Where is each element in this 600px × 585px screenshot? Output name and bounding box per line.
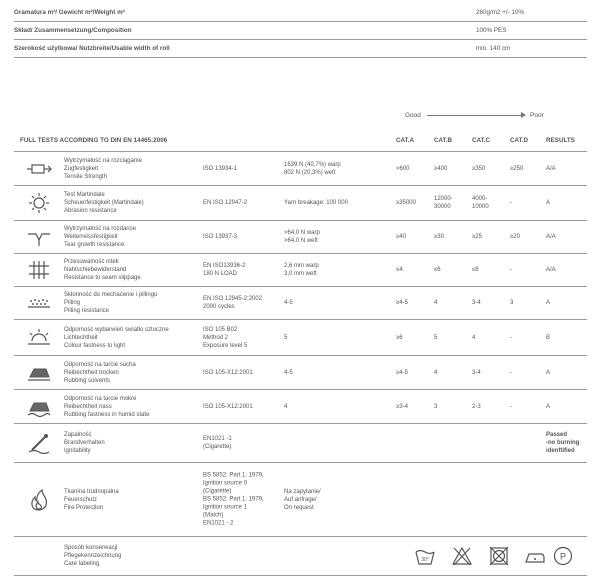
test-names-line: Wytrzymałość na rozciąganie — [64, 157, 142, 164]
test-names-line: Resistance to seam slippage — [64, 275, 141, 282]
test-result-line: Na zapytanie/ — [284, 488, 321, 495]
seam-slippage-icon — [26, 259, 52, 281]
final-result — [546, 368, 550, 376]
test-row — [14, 221, 587, 254]
test-result — [284, 333, 287, 341]
test-names-line: Tkanina trudnopalna — [64, 488, 119, 495]
tests-header — [14, 133, 587, 152]
test-names-line: Tensile Strength — [64, 173, 108, 180]
standard-line: (Cigarette) — [203, 444, 232, 450]
cat-d-value-line: ≥250 — [510, 165, 524, 172]
weight-label: Gramatura m²/ Gewicht m²/Weight m² — [14, 9, 125, 16]
final-result-line: A — [546, 299, 551, 306]
test-result-line: Auf anfrage/ — [284, 496, 317, 503]
cat-b-value — [434, 299, 437, 307]
width-value: min. 140 cm — [476, 45, 511, 52]
cat-c-value-line: ≥350 — [472, 165, 486, 172]
test-names-line: Brandverhalten — [64, 439, 105, 446]
test-names-line: Lichtechtheit — [64, 334, 98, 341]
standard — [203, 325, 247, 349]
cat-c-value-line: 4 — [472, 334, 476, 341]
test-row — [14, 254, 587, 287]
standard-line: ISO 13934-1 — [203, 165, 238, 172]
width-row — [14, 40, 587, 58]
test-names-line: Przesuwalność nitek — [64, 258, 119, 265]
test-names-line: Rubbing solvents — [64, 377, 111, 384]
final-result-line: A/A — [546, 266, 556, 273]
cat-c-value — [472, 299, 481, 307]
cat-c-value-line: 2-3 — [472, 403, 481, 410]
cat-d-header: CAT.D — [510, 137, 529, 144]
svg-text:30°: 30° — [421, 557, 429, 563]
final-result-line: A — [546, 403, 551, 410]
final-result-line: A/A — [546, 233, 556, 240]
cat-c-value-line: ≥25 — [472, 233, 482, 240]
cat-b-value-line: 3 — [434, 403, 438, 410]
cat-a-value — [396, 233, 406, 241]
test-names-line: Sposób konserwacji — [64, 544, 118, 551]
test-result — [284, 229, 320, 245]
abrasion-icon — [26, 192, 52, 214]
final-result-line: A — [546, 199, 551, 206]
test-names-line: Ignitability — [64, 448, 91, 455]
test-row — [14, 287, 587, 320]
results-header: RESULTS — [546, 137, 575, 144]
test-result-line: 4 — [284, 403, 288, 410]
standard-line: Ignition source 0 — [203, 480, 248, 487]
test-result-line: 3,0 mm weft — [284, 271, 317, 277]
cat-b-value — [434, 233, 444, 241]
test-result-line: >64,0 N warp — [284, 229, 320, 236]
weight-row — [14, 4, 587, 22]
test-names — [64, 156, 142, 180]
test-names-line: Reibechtheit nass — [64, 403, 112, 410]
test-row — [14, 390, 587, 424]
cat-a-header: CAT.A — [396, 137, 415, 144]
final-result-line: B — [546, 334, 551, 341]
scale-arrowhead — [521, 112, 526, 118]
test-result — [284, 262, 319, 278]
test-row — [14, 152, 587, 186]
test-names-line: Colour fastness to light — [64, 342, 126, 349]
cat-b-value-line: 12000- — [434, 195, 453, 202]
final-result — [546, 299, 550, 307]
final-result-line: A/A — [546, 165, 556, 172]
standard-line: (Cigarette) — [203, 488, 232, 495]
scale-good-label: Good — [405, 112, 421, 119]
cat-d-value — [510, 199, 512, 207]
cat-b-value — [434, 333, 437, 341]
cat-b-header: CAT.B — [434, 137, 453, 144]
cat-b-value — [434, 368, 437, 376]
test-names-line: Odporność na tarcie sucha — [64, 361, 136, 368]
standard — [203, 233, 237, 241]
cat-a-value-line: ≥40 — [396, 233, 406, 240]
final-result — [546, 266, 556, 274]
test-names — [64, 487, 119, 511]
test-result — [284, 160, 341, 176]
standard-line: EN ISO 12947-2 — [203, 199, 248, 206]
cat-d-value-line: - — [510, 334, 512, 341]
cat-b-value-line: 4 — [434, 299, 438, 306]
cat-a-value-line: >600 — [396, 165, 410, 172]
test-names — [64, 360, 136, 384]
cat-d-value — [510, 333, 512, 341]
standard-line: Exposure level 5 — [203, 342, 248, 349]
test-names-line: Fire Protection — [64, 504, 104, 511]
test-names-line: Tear growth resistance — [64, 242, 125, 249]
cat-d-value — [510, 402, 512, 410]
cat-c-value-line: 3-4 — [472, 299, 481, 306]
test-names-line: Scheuerfestigkeit (Martindale) — [64, 199, 144, 206]
cat-c-value — [472, 368, 481, 376]
cat-a-value-line: ≥6 — [396, 334, 403, 341]
test-names — [64, 225, 136, 249]
test-names — [64, 291, 157, 315]
cat-c-value — [472, 266, 479, 274]
standard-line: Ignition source 1 — [203, 504, 248, 511]
standard-line: EN ISO13936-2 — [203, 262, 246, 269]
final-result — [546, 199, 550, 207]
cat-d-value-line: - — [510, 369, 512, 376]
test-names-line: Abrasion resistance — [64, 208, 117, 215]
test-names-line: Care labeling — [64, 561, 100, 568]
properties-table — [14, 4, 587, 58]
cat-d-value-line: - — [510, 403, 512, 410]
cat-a-value — [396, 164, 410, 172]
standard — [203, 164, 237, 172]
cat-a-value-line: ≥4-5 — [396, 369, 408, 376]
composition-value: 100% PES — [476, 27, 507, 34]
cat-d-value-line: 3 — [510, 299, 514, 306]
standard — [203, 295, 262, 311]
test-row — [14, 537, 587, 576]
cat-a-value-line: ≤4 — [396, 266, 403, 273]
cat-b-value — [434, 402, 437, 410]
cat-a-value-line: ≥4-5 — [396, 299, 408, 306]
cat-c-header: CAT.C — [472, 137, 491, 144]
fire-protection-icon — [26, 489, 52, 511]
test-names-line: Skłonność do mechacenie i pillingu — [64, 291, 158, 298]
test-row — [14, 424, 587, 463]
test-result-line: On request — [284, 504, 314, 511]
final-result — [546, 233, 556, 241]
test-result — [284, 402, 287, 410]
cat-d-value — [510, 299, 513, 307]
composition-label: Skład/ Zusammensetzung/Composition — [14, 27, 132, 34]
test-names — [64, 544, 121, 568]
cat-b-value — [434, 164, 447, 172]
cat-c-value-line: 3-4 — [472, 369, 481, 376]
scale-poor-label: Poor — [530, 112, 544, 119]
final-result — [546, 333, 550, 341]
cat-b-value-line: 4 — [434, 369, 438, 376]
test-result-line: 1639 N (40,7%) warp — [284, 161, 341, 168]
test-result-line: 4-5 — [284, 299, 293, 306]
standard — [203, 368, 253, 376]
test-names — [64, 191, 144, 215]
cat-a-value — [396, 368, 408, 376]
standard-line: 2000 cycles — [203, 304, 235, 310]
pilling-icon — [26, 292, 52, 314]
svg-text:P: P — [559, 551, 567, 562]
cat-b-value-line: ≥30 — [434, 233, 444, 240]
rubbing-wet-icon — [26, 396, 52, 418]
cat-c-value — [472, 233, 482, 241]
composition-row — [14, 22, 587, 40]
tests-title: FULL TESTS ACCORDING TO DIN EN 14465:2006 — [20, 137, 168, 144]
cat-c-value-line: 10000 — [472, 204, 489, 210]
rubbing-solvent-icon — [26, 362, 52, 384]
cat-c-value — [472, 333, 475, 341]
test-names-line: Zapalność — [64, 431, 92, 438]
final-result — [546, 164, 556, 172]
cat-c-value-line: 4000- — [472, 195, 488, 202]
no-tumble-dry-icon — [488, 545, 510, 567]
final-result — [546, 431, 579, 455]
lightfastness-icon — [26, 327, 52, 349]
standard — [203, 262, 245, 278]
standard-line: (Match) — [203, 512, 224, 519]
standard — [203, 435, 232, 451]
cat-d-value-line: - — [510, 266, 512, 273]
standard-line: Method 2 — [203, 334, 229, 341]
test-names-line: Weiterreissfestigkeit — [64, 233, 118, 240]
final-result — [546, 402, 550, 410]
standard — [203, 199, 247, 207]
wash-30-icon — [414, 545, 436, 567]
test-names-line: Zugfestigkeit — [64, 165, 99, 172]
final-result-line: idenftified — [546, 448, 575, 455]
cat-d-value — [510, 266, 512, 274]
dry-clean-p-icon — [552, 545, 574, 567]
cat-b-value — [434, 266, 441, 274]
test-result — [284, 199, 348, 207]
no-bleach-icon — [451, 545, 473, 567]
cat-d-value — [510, 233, 520, 241]
test-result — [284, 368, 293, 376]
test-names-line: Odporność wybarwień światło sztuczne — [64, 326, 169, 333]
standard-line: EN1021 - 2 — [203, 520, 234, 527]
tear-icon — [26, 226, 52, 248]
standard — [203, 471, 264, 528]
test-names-line: Nahtschiebewiderstand — [64, 266, 127, 273]
test-result-line: Yarn breakage: 100 000 — [284, 199, 348, 206]
cat-c-value — [472, 164, 485, 172]
cat-d-value-line: ≥20 — [510, 233, 520, 240]
weight-value: 260g/m2 +/- 10% — [476, 9, 525, 16]
tests-table — [14, 152, 587, 576]
standard-line: EN ISO 12945-2:2002 — [203, 295, 263, 302]
test-names-line: Test Martindale — [64, 191, 105, 198]
test-result-line: 802 N (20,3%) weft — [284, 169, 336, 176]
cat-a-value — [396, 333, 403, 341]
test-names — [64, 431, 105, 455]
cat-d-value — [510, 368, 512, 376]
scale-arrow — [427, 115, 522, 116]
standard-line: ISO 105-X12:2001 — [203, 369, 253, 376]
test-result-line: 2,6 mm warp — [284, 262, 319, 269]
test-row — [14, 356, 587, 390]
test-result — [284, 487, 321, 511]
cat-a-value — [396, 299, 408, 307]
test-names-line: Odporność na tarcie mokre — [64, 395, 137, 402]
cat-d-value-line: - — [510, 199, 512, 206]
standard-line: ISO 105-X12:2001 — [203, 403, 253, 410]
final-result-line: -no burning — [546, 439, 580, 446]
standard-line: EN1021 -1 — [203, 435, 232, 442]
cat-c-value-line: ≤8 — [472, 266, 479, 273]
test-names-line: Feuerschutz — [64, 496, 98, 503]
test-row — [14, 463, 587, 537]
cat-b-value-line: ≤6 — [434, 266, 441, 273]
test-names-line: Rubbing fastness in humid state — [64, 411, 150, 418]
cat-a-value-line: ≥3-4 — [396, 403, 408, 410]
standard — [203, 402, 253, 410]
test-names — [64, 325, 169, 349]
cat-b-value — [434, 195, 453, 211]
test-names-line: Pilling — [64, 299, 81, 306]
standard-line: BS 5852: Part 1: 1979, — [203, 472, 264, 479]
standard-line: 180 N LOAD — [203, 271, 238, 277]
cat-a-value-line: ≥35000 — [396, 199, 416, 206]
standard-line: ISO 13937-3 — [203, 233, 238, 240]
test-result — [284, 299, 293, 307]
test-result-line: >64,0 N weft — [284, 238, 318, 244]
test-names-line: Reibechtheit trocken — [64, 369, 119, 376]
test-row — [14, 320, 587, 356]
cat-d-value — [510, 164, 523, 172]
cat-b-value-line: 30000 — [434, 204, 451, 210]
test-names-line: Wytrzymałość na rozdarcie — [64, 225, 136, 232]
test-row — [14, 186, 587, 221]
standard-line: ISO 105 B02 — [203, 326, 238, 333]
cat-a-value — [396, 199, 416, 207]
cat-c-value — [472, 195, 489, 211]
iron-low-icon — [524, 545, 546, 567]
final-result-line: A — [546, 369, 551, 376]
final-result-line: Passed — [546, 431, 568, 438]
cat-c-value — [472, 402, 481, 410]
cat-a-value — [396, 402, 408, 410]
cat-b-value-line: 5 — [434, 334, 438, 341]
test-names — [64, 258, 141, 282]
tensile-icon — [26, 158, 52, 180]
test-result-line: 4-5 — [284, 369, 293, 376]
standard-line: BS 5852: Part 1: 1979, — [203, 496, 264, 503]
test-names-line: Pflegekennzeichnung — [64, 552, 122, 559]
cat-b-value-line: ≥400 — [434, 165, 448, 172]
test-names-line: Pilling resistance — [64, 308, 110, 315]
test-result-line: 5 — [284, 334, 288, 341]
ignitability-icon — [26, 432, 52, 454]
cat-a-value — [396, 266, 403, 274]
test-names — [64, 394, 149, 418]
width-label: Szerokość użytkowa/ Nutzbreite/Usable width of roll — [14, 45, 170, 52]
